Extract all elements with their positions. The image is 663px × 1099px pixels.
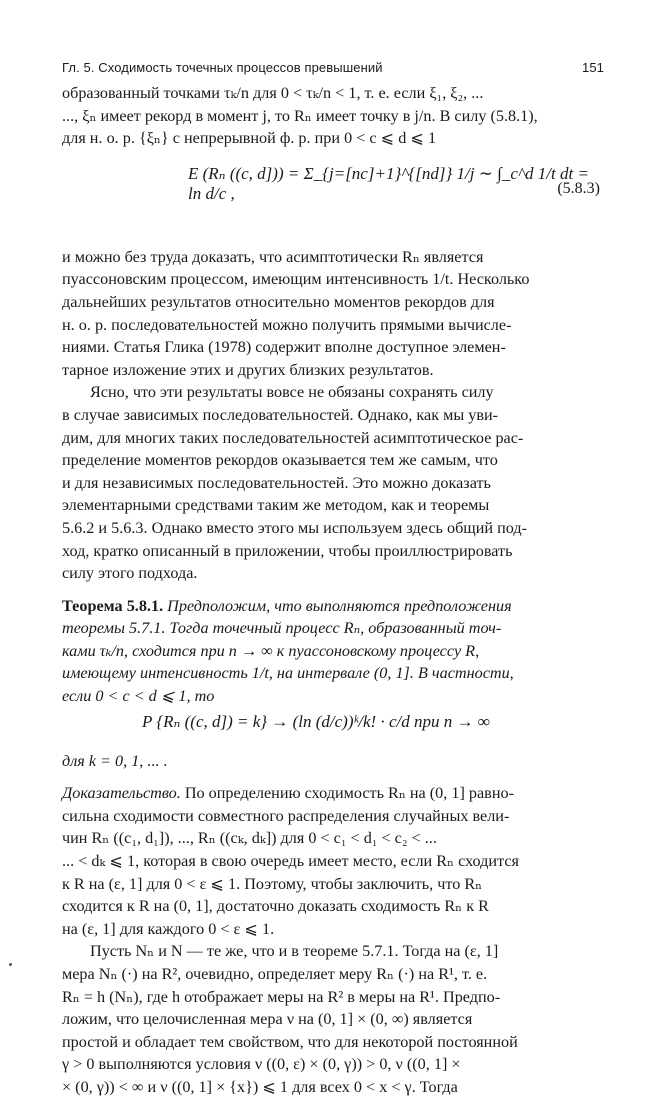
text-line: элементарными средствами таким же методом, как и теоремы <box>62 496 490 515</box>
text-line: имеющему интенсивность 1/t, на интервале (0, 1]. В частности, <box>62 664 514 683</box>
paragraph-dependent <box>62 381 604 584</box>
text-line: ..., ξₙ имеет рекорд в момент j, то Rₙ имеет точку в j/n. В силу (5.8.1), <box>62 106 538 125</box>
proof-label: Доказательство. <box>62 784 181 803</box>
equation-5-8-3 <box>62 150 604 246</box>
text-line: силу этого подхода. <box>62 564 198 583</box>
text-line: чин Rₙ ((c₁, d₁]), ..., Rₙ ((cₖ, dₖ]) для 0 < c₁ < d₁ < c₂ < ... <box>62 829 437 848</box>
page <box>62 60 604 1099</box>
text-line: если 0 < c < d ⩽ 1, то <box>62 687 215 706</box>
paragraph-measures <box>62 940 604 1098</box>
proof <box>62 782 604 940</box>
equation-number: (5.8.3) <box>557 179 600 197</box>
text-line: сходится к R на (0, 1], достаточно доказать сходимость Rₙ к R <box>62 897 489 916</box>
text-line: Пусть Nₙ и N — те же, что и в теореме 5.7.1. Тогда на (ε, 1] <box>90 942 499 961</box>
text-line: Ясно, что эти результаты вовсе не обязаны сохранять силу <box>90 383 494 402</box>
paragraph-poisson <box>62 246 604 382</box>
theorem-label: Теорема 5.8.1. <box>62 596 164 615</box>
text-line: тарное изложение этих и других близких результатов. <box>62 360 434 379</box>
running-header <box>62 60 604 82</box>
text-line: к R на (ε, 1] для 0 < ε ⩽ 1. Поэтому, чтобы заключить, что Rₙ <box>62 874 483 893</box>
text-line: ход, кратко описанный в приложении, чтобы проиллюстрировать <box>62 541 513 560</box>
text-line: Rₙ = h (Nₙ), где h отображает меры на R² в меры на R¹. Предпо- <box>62 987 501 1006</box>
equation-expression: P {Rₙ ((c, d]) = k} → (ln (d/c))ᵏ/k! · c/d при n → ∞ <box>142 711 490 731</box>
text-line: теоремы 5.7.1. Тогда точечный процесс Rₙ, образованный точ- <box>62 619 502 638</box>
text-line: для k = 0, 1, ... . <box>62 751 168 770</box>
text-line: ками τₖ/n, сходится при n → ∞ к пуассоновскому процессу R, <box>62 641 480 660</box>
proof-text: По определению сходимость Rₙ на (0, 1] равно- <box>184 784 514 803</box>
text-line <box>62 782 604 805</box>
equation-poisson-probability <box>62 708 604 750</box>
text-line <box>62 595 604 618</box>
text-line: и для независимых последовательностей. Это можно доказать <box>62 473 491 492</box>
text-line: мера Nₙ (·) на R², очевидно, определяет меру Rₙ (·) на R¹, т. е. <box>62 965 488 983</box>
equation-expression: E (Rₙ ((c, d])) = Σ_{j=[nc]+1}^{[nd]} 1/j ∼ ∫_c^d 1/t dt = ln d/c , <box>188 163 589 203</box>
text-line: дальнейших результатов относительно моментов рекордов для <box>62 292 495 311</box>
text-line: пределение моментов рекордов оказывается тем же самым, что <box>62 451 498 470</box>
text-line: и можно без труда доказать, что асимптотически Rₙ является <box>62 247 484 266</box>
paragraph-intro <box>62 82 604 150</box>
text-line: ложим, что целочисленная мера ν на (0, 1] × (0, ∞) является <box>62 1010 473 1029</box>
text-line: простой и обладает тем свойством, что для некоторой постоянной <box>62 1032 518 1051</box>
page-number: 151 <box>582 60 604 75</box>
text-line: пуассоновским процессом, имеющим интенсивность 1/t. Несколько <box>62 270 530 289</box>
theorem-text: Предположим, что выполняются предположения <box>167 596 512 615</box>
text-line: на (ε, 1] для каждого 0 < ε ⩽ 1. <box>62 919 275 938</box>
scan-speck <box>9 963 12 966</box>
text-line: сильна сходимости совместного распределения случайных вели- <box>62 806 510 825</box>
chapter-title: Гл. 5. Сходимость точечных процессов превышений <box>62 60 383 75</box>
text-line: в случае зависимых последовательностей. Однако, как мы уви- <box>62 405 499 424</box>
text-line: дим, для многих таких последовательностей асимптотическое рас- <box>62 428 524 447</box>
theorem-5-8-1 <box>62 595 604 708</box>
text-line: н. о. р. последовательностей можно получить прямыми вычисле- <box>62 315 512 334</box>
text-line: 5.6.2 и 5.6.3. Однако вместо этого мы используем здесь общий под- <box>62 518 528 537</box>
text-line: ниями. Статья Глика (1978) содержит вполне доступное элемен- <box>62 338 506 357</box>
text-line: для н. о. р. {ξₙ} с непрерывной ф. р. при 0 < c ⩽ d ⩽ 1 <box>62 129 437 148</box>
text-line: образованный точками τₖ/n для 0 < τₖ/n < 1, т. е. если ξ₁, ξ₂, ... <box>62 84 484 102</box>
text-line: γ > 0 выполняются условия ν ((0, ε) × (0, γ)) > 0, ν ((0, 1] × <box>62 1055 461 1074</box>
text-line: × (0, γ)) < ∞ и ν ((0, 1] × {x}) ⩽ 1 для всех 0 < x < γ. Тогда <box>62 1077 458 1096</box>
text-line: ... < dₖ ⩽ 1, которая в свою очередь имеет место, если Rₙ сходится <box>62 852 519 871</box>
